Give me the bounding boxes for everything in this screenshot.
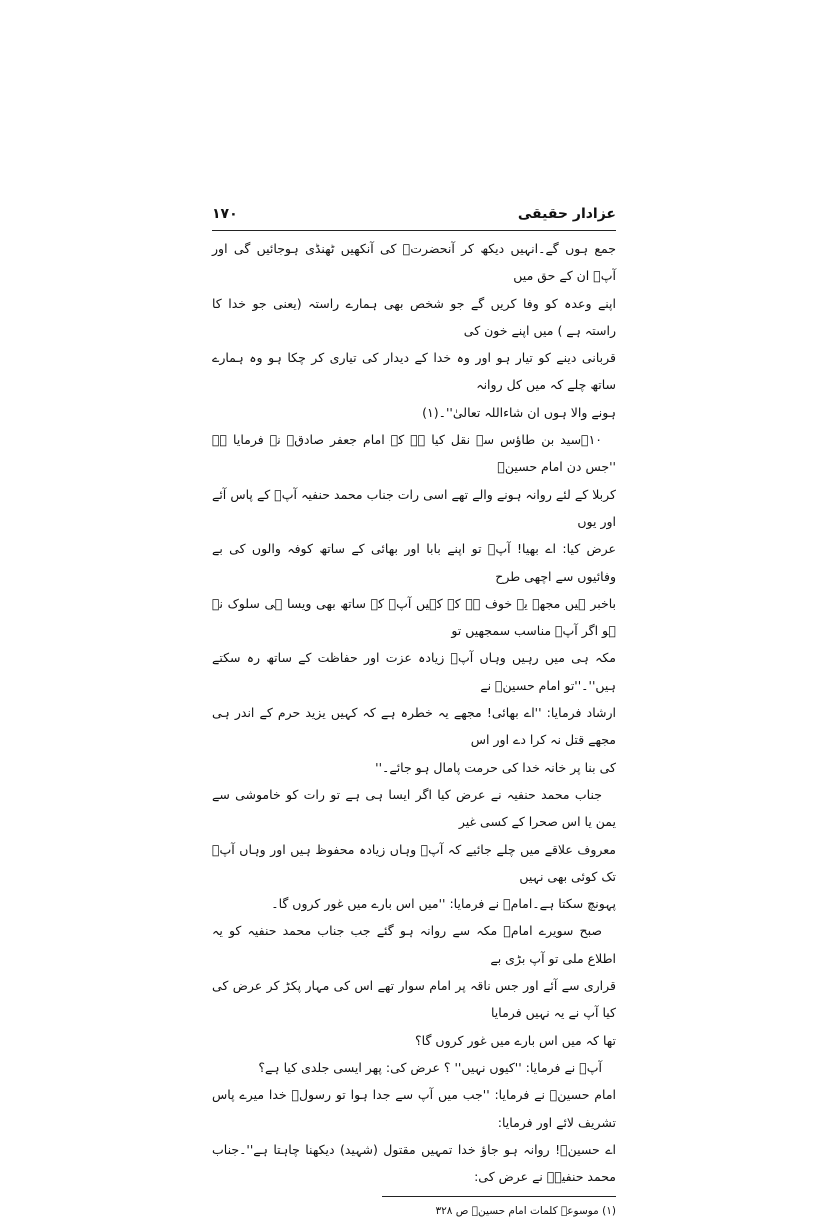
main-text	[212, 235, 616, 1190]
paragraph-1: جمع ہوں گے۔انہیں دیکھ کر آنحضرتؐ کی آنکھیں ٹھنڈی ہوجائیں گی اور آپؐ ان کے حق میں اپنے وعدہ کو وفا کریں گے جو شخص بھی ہمارے راستہ (یعنی جو خدا کا راستہ ہے ) میں اپنے خون کی قربانی دینے کو تیار ہو اور وہ خدا کے دیدار کی تیاری کر چکا ہو وہ ہمارے ساتھ چلے کہ میں کل روانہ ہونے والا ہوں ان شاءاللہ تعالیٰ''۔(۱)	[212, 241, 616, 420]
footnote-divider	[382, 1196, 616, 1197]
header-divider	[212, 230, 616, 231]
page-number: ۱۷۰	[212, 206, 238, 222]
book-title: عزادار حقیقی	[517, 206, 616, 222]
paragraph-2: ۱۰۔سید بن طاؤس سے نقل کیا ہے کہ امام جعفر صادقؑ نے فرمایا ہے ''جس دن امام حسینؑ کربلا کے لئے روانہ ہونے والے تھے اسی رات جناب محمد حنفیہ آپؑ کے پاس آئے اور یوں عرض کیا: اے بھیا! آپؑ تو اپنے بابا اور بھائی کے ساتھ کوفہ والوں کی بے وفائیوں سے اچھی طرح باخبر ہیں مجھے یہ خوف ہے کہ کہیں آپؑ کے ساتھ بھی ویسا ہی سلوک نہ ہو اگر آپؑ مناسب سمجھیں تو مکہ ہی میں رہیں وہاں آپؑ زیادہ عزت اور حفاظت کے ساتھ رہ سکتے ہیں''۔''تو امام حسینؑ نے ارشاد فرمایا: ''اے بھائی! مجھے یہ خطرہ ہے کہ کہیں یزید حرم کے اندر ہی مجھے قتل نہ کرا دے اور اس کی بنا پر خانہ خدا کی حرمت پامال ہو جائے۔''	[212, 432, 616, 775]
paragraph-3: جناب محمد حنفیہ نے عرض کیا اگر ایسا ہی ہے تو رات کو خاموشی سے یمن یا اس صحرا کے کسی غیر معروف علاقے میں چلے جائیے کہ آپؑ وہاں زیادہ محفوظ ہیں اور وہاں آپؑ تک کوئی بھی نہیں پہونچ سکتا ہے۔امامؑ نے فرمایا: ''میں اس بارے میں غور کروں گا۔	[212, 786, 616, 912]
page-content	[212, 206, 616, 1219]
paragraph-4: صبح سویرے امامؑ مکہ سے روانہ ہو گئے جب جناب محمد حنفیہ کو یہ اطلاع ملی تو آپ بڑی بے قراری سے آئے اور جس ناقہ پر امام سوار تھے اس کی مہار پکڑ کر عرض کی کیا آپ نے یہ نہیں فرمایا تھا کہ میں اس بارے میں غور کروں گا؟	[212, 923, 616, 1048]
paragraph-6: امام حسینؑ نے فرمایا: ''جب میں آپ سے جدا ہوا تو رسولؐ خدا میرے پاس تشریف لائے اور فرمایا: اے حسینؑ! روانہ ہو جاؤ خدا تمہیں مقتول (شہید) دیکھنا چاہتا ہے''۔جناب محمد حنفیہؒ نے عرض کی:	[212, 1087, 616, 1185]
paragraph-5: آپؑ نے فرمایا: ''کیوں نہیں'' ؟ عرض کی: پھر ایسی جلدی کیا ہے؟	[258, 1059, 602, 1075]
footnote: (۱) موسوعہ کلمات امام حسینؑ ص ۳۲۸	[435, 1205, 616, 1218]
running-header	[212, 206, 616, 226]
